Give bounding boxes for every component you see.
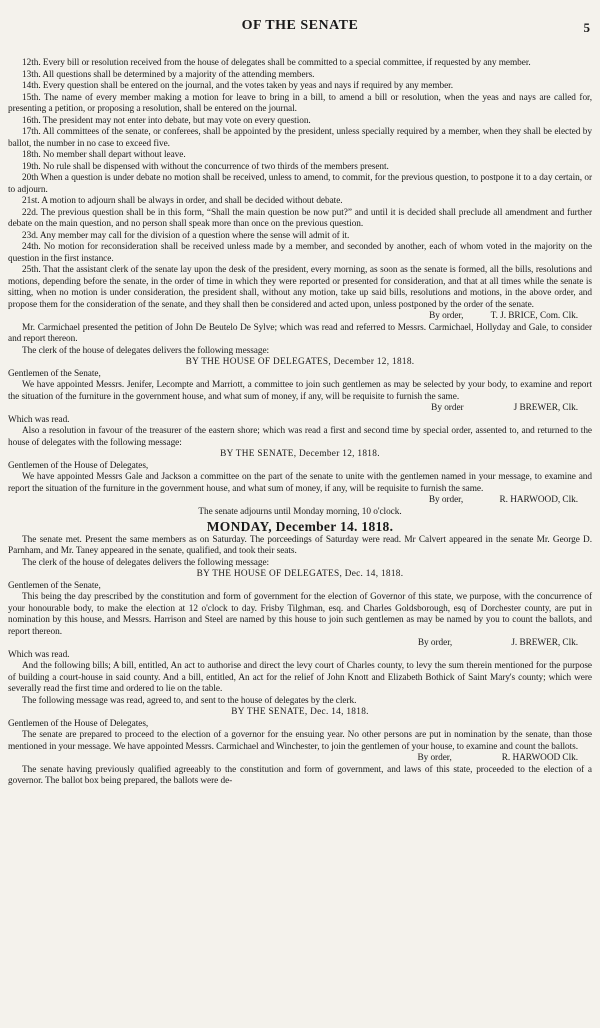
page-number: 5 [583, 20, 590, 35]
rule-18: 18th. No member shall depart without leave. [22, 150, 186, 160]
paragraph-clerk-delivers-2: The clerk of the house of delegates delivers the following message: [22, 557, 270, 568]
paragraph-which-was-read: Which was read. [8, 414, 70, 425]
rule-17: 17th. All committees of the senate, or conferees, shall be appointed by the president, unless specially required by a member, when they shall be elected by ballot, the number in no case to exceed five. [8, 127, 592, 149]
paragraph-adjourns: The senate adjourns until Monday morning, 10 o'clock. [198, 506, 402, 517]
message-governor-election: This being the day prescribed by the constitution and form of government for the election of Governor of this state, we purpose, with the concurrence of your honourable body, to make the election at 12 o'clock to day. Frisby Tilghman, esq. and Charles Goldsborough, esq of Dorchester county, are put in nomination by this house, and Messrs. Harrison and Steel are named by this house to join such gentlemen as may be named by you to count the ballots, and report thereon. [8, 592, 592, 637]
signature-brewer [8, 403, 592, 415]
rule-12: 12th. Every bill or resolution received from the house of delegates shall be committed to a special committee, if requested by any member. [22, 58, 531, 68]
sig-by: By order [431, 403, 464, 413]
salutation-senate: Gentlemen of the Senate, [8, 368, 101, 379]
signature-harwood-2 [8, 753, 592, 765]
signature-brice [8, 311, 592, 323]
salutation-house: Gentlemen of the House of Delegates, [8, 460, 149, 471]
rule-23: 23d. Any member may call for the division of a question where the sense will admit of it. [22, 230, 350, 241]
message-election-prepared: The senate are prepared to proceed to the election of a governor for the ensuing year. No other persons are put in nomination by the senate, than those mentioned in your message. We have appointed Messrs. Carmichael and Winchester, to join the gentlemen of your house, to examine and count the ballots. [8, 730, 592, 752]
sig-by: By order, [429, 311, 464, 321]
paragraph-clerk-delivers: The clerk of the house of delegates delivers the following message: [22, 345, 270, 356]
sig-by: By order, [417, 753, 452, 763]
rule-25: 25th. That the assistant clerk of the senate lay upon the desk of the president, every morning, as soon as the senate is formed, all the bills, resolutions and motions, depending before the senate, in the order of time in which they were reported or presented for consideration, and that at all times while the senate is sitting, when no motion is under consideration, the president shall, without any motion, take up said bills, resolutions and motions, in the above order, and propose them for the consideration of the senate, and they shall then be considered and acted upon, unless postponed by the order of the senate. [8, 265, 592, 310]
page-body [8, 58, 592, 788]
heading-house-dec-12: BY THE HOUSE OF DELEGATES, December 12, 1818. [185, 357, 415, 367]
sig-name: R. HARWOOD, Clk. [499, 495, 578, 505]
rule-20: 20th When a question is under debate no motion shall be received, unless to amend, to commit, for the previous question, to postpone it to a day certain, or to adjourn. [8, 173, 592, 195]
message-gale-jackson: We have appointed Messrs Gale and Jackson a committee on the part of the senate to unite with the gentlemen named in your message, to examine and report the situation of the furniture in the government house, and what sum of money, if any, will be requisite to furnish the same. [8, 472, 592, 494]
paragraph-following-bills: And the following bills; A bill, entitled, An act to authorise and direct the levy court of Charles county, to levy the sum therein mentioned for the purpose of building a court-house in said county. And a bill, entitled, An act for the relief of John Knott and Elizabeth Bothick of Saint Mary's county; which were severally read the first time and ordered to lie on the table. [8, 661, 592, 694]
message-furniture-committee: We have appointed Messrs. Jenifer, Lecompte and Marriott, a committee to join such gentlemen as may be selected by your body, to examine and report the situation of the furniture in the government house, and what sum of money, if any, will be requisite to furnish the same. [8, 380, 592, 402]
heading-senate-dec-14: BY THE SENATE, Dec. 14, 1818. [231, 707, 369, 717]
rule-22: 22d. The previous question shall be in this form, “Shall the main question be now put?” and until it is decided shall preclude all amendment and further debate on the main question, and no person shall speak more than once on the previous question. [8, 207, 592, 229]
salutation-house-2: Gentlemen of the House of Delegates, [8, 718, 149, 729]
paragraph-following-message: The following message was read, agreed to, and sent to the house of delegates by the clerk. [22, 695, 357, 706]
salutation-senate-2: Gentlemen of the Senate, [8, 580, 101, 591]
running-title: OF THE SENATE [241, 18, 359, 33]
sig-name: T. J. BRICE, Com. Clk. [490, 311, 578, 321]
rule-16: 16th. The president may not enter into debate, but may vote on every question. [22, 115, 311, 126]
day-heading: MONDAY, December 14. 1818. [206, 519, 394, 534]
sig-by: By order, [428, 495, 464, 505]
sig-name: J BREWER, Clk. [513, 403, 578, 413]
sig-by: By order, [417, 638, 453, 648]
paragraph-which-was-read-2: Which was read. [8, 649, 70, 660]
signature-harwood [8, 495, 592, 507]
rule-19: 19th. No rule shall be dispensed with without the concurrence of two thirds of the members present. [22, 161, 389, 172]
paragraph-senate-met: The senate met. Present the same members as on Saturday. The porceedings of Saturday were read. Mr Calvert appeared in the senate Mr. George D. Parnham, and Mr. Taney appeared in the senate, qualified, and took their seats. [8, 534, 592, 556]
rule-14: 14th. Every question shall be entered on the journal, and the votes taken by yeas and nays if required by any member. [22, 81, 453, 91]
sig-name: J. BREWER, Clk. [511, 638, 578, 648]
rule-21: 21st. A motion to adjourn shall be always in order, and shall be decided without debate. [22, 196, 343, 206]
paragraph-carmichael-petition: Mr. Carmichael presented the petition of John De Beutelo De Sylve; which was read and referred to Messrs. Carmichael, Hollyday and Gale, to consider and report thereon. [8, 322, 592, 344]
heading-senate-dec-12: BY THE SENATE, December 12, 1818. [220, 449, 380, 459]
rule-13: 13th. All questions shall be determined by a majority of the attending members. [22, 69, 315, 80]
paragraph-election-proceeds: The senate having previously qualified agreeably to the constitution and form of government, and laws of this state, proceeded to the election of a governor. The ballot box being prepared, the ballots were de- [8, 764, 592, 786]
rule-24: 24th. No motion for reconsideration shall be received unless made by a member, and seconded by another, each of whom voted in the majority on the question in the first instance. [8, 242, 592, 264]
sig-name: R. HARWOOD Clk. [501, 753, 578, 763]
paragraph-treasurer-resolution: Also a resolution in favour of the treasurer of the eastern shore; which was read a first and second time by special order, assented to, and returned to the house of delegates with the following message: [8, 426, 592, 448]
signature-brewer-2 [8, 638, 592, 650]
heading-house-dec-14: BY THE HOUSE OF DELEGATES, Dec. 14, 1818. [196, 569, 404, 579]
rule-15: 15th. The name of every member making a motion for leave to bring in a bill, to amend a bill or resolution, when the yeas and nays are called for, presenting a petition, or proposing a resolution, shall be entered on the journal. [8, 92, 592, 114]
